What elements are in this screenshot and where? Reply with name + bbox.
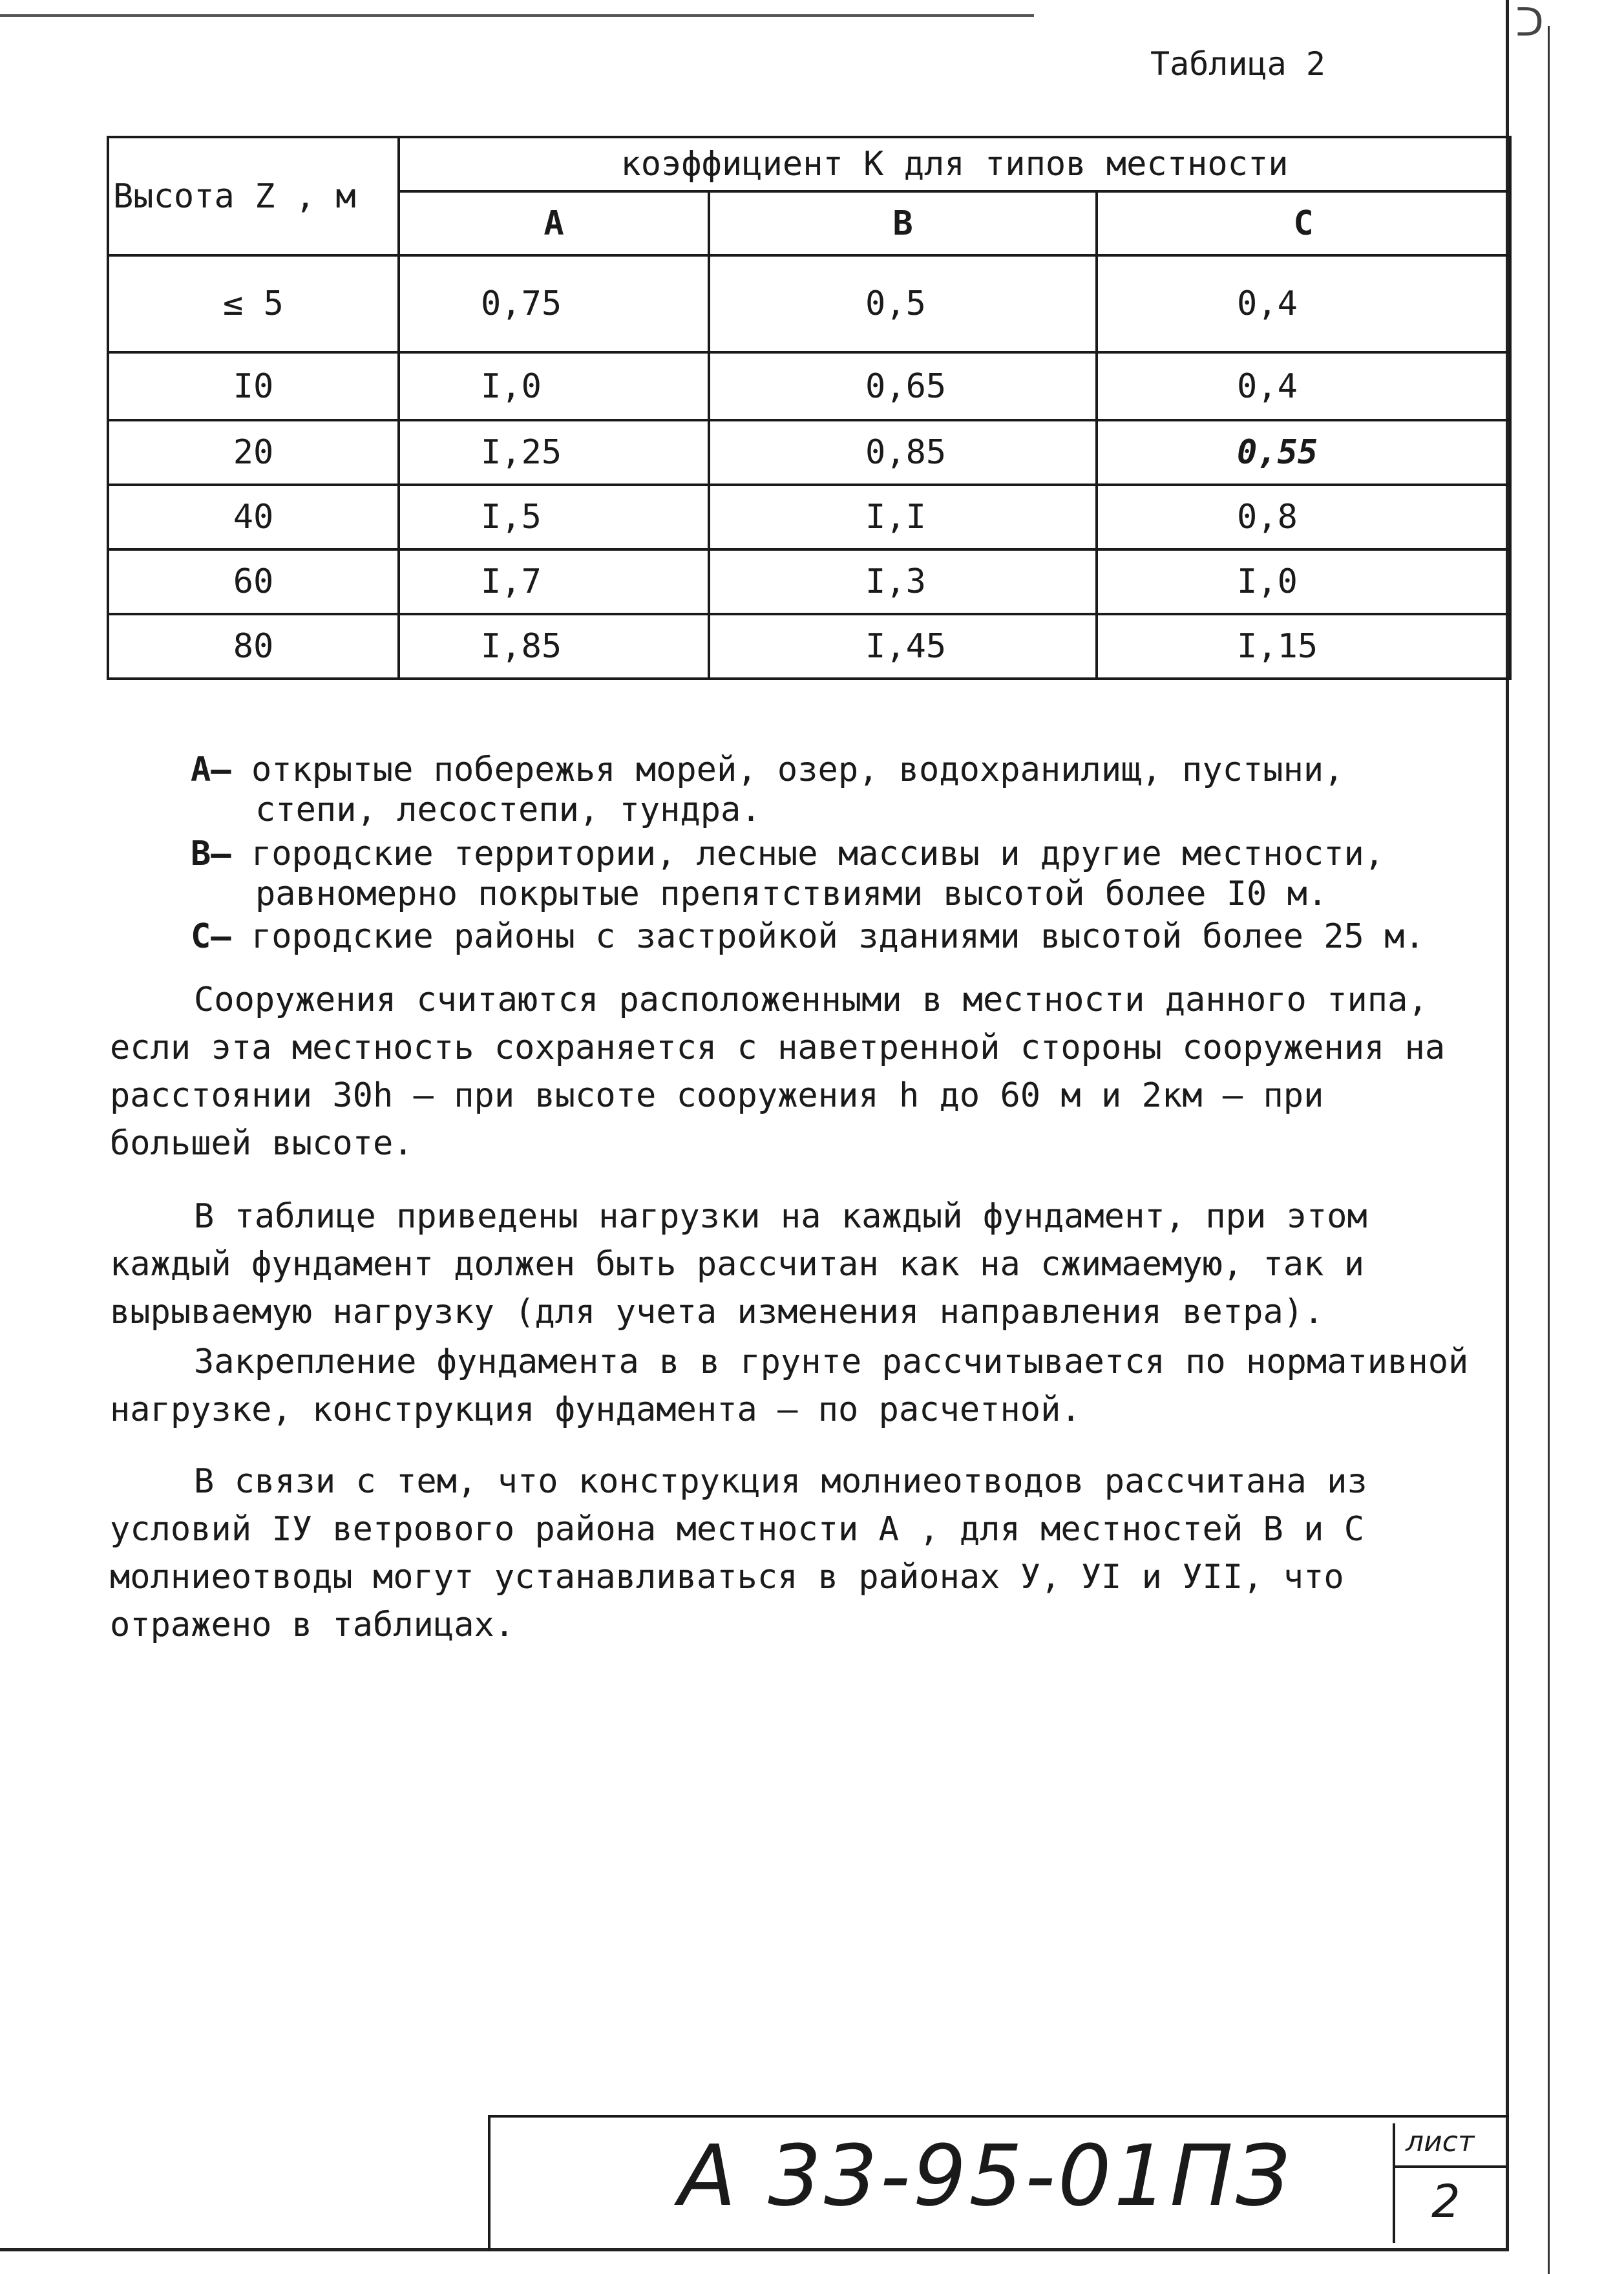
value-cell-a: I,25 [399, 420, 709, 485]
sheet-number: 2 [1431, 2175, 1461, 2228]
sheet-label: лист [1406, 2125, 1475, 2158]
value-cell-a: I,5 [399, 485, 709, 549]
table-row [108, 614, 1510, 679]
paragraph-text: В связи с тем, что конструкция молниеотводов рассчитана из условий IУ ветрового района местности А , для местностей В и С молниеотводы могут устанавливаться в районах У, УI и УII, что отражено в таблицах. [110, 1462, 1367, 1644]
corner-mark: ᑐ [1515, 0, 1544, 45]
value-cell-a: I,7 [399, 549, 709, 614]
value-cell-c: I,0 [1097, 549, 1510, 614]
height-column-header: Высота Z , м [108, 137, 399, 255]
height-cell: 80 [108, 614, 399, 679]
sheet-edge-line [1548, 26, 1550, 2274]
paragraph-text: Сооружения считаются расположенными в местности данного типа, если эта местность сохраняется с наветренной стороны сооружения на расстоянии 30h – при высоте сооружения h до 60 м и 2км – при большей высоте. [110, 981, 1446, 1163]
legend-text-b-line2: равномерно покрытые препятствиями высотой более I0 м. [255, 875, 1328, 914]
value-cell-c: 0,4 [1097, 255, 1510, 352]
value-cell-c: 0,55 [1097, 420, 1510, 485]
legend-key-a: А– [191, 750, 231, 789]
height-cell: I0 [108, 352, 399, 420]
value-cell-b: I,I [709, 485, 1097, 549]
legend-item-b [191, 834, 1457, 915]
sheet-box-divider [1393, 2165, 1506, 2168]
legend-key-b: В– [191, 834, 231, 873]
height-cell: ≤ 5 [108, 255, 399, 352]
value-cell-b: 0,65 [709, 352, 1097, 420]
value-cell-b: I,3 [709, 549, 1097, 614]
value-cell-c: 0,4 [1097, 352, 1510, 420]
value-cell-a: I,85 [399, 614, 709, 679]
paragraph-text: Закрепление фундамента в в грунте рассчитывается по нормативной нагрузке, конструкция фундамента – по расчетной. [110, 1343, 1469, 1429]
legend-text-a-line1: открытые побережья морей, озер, водохранилищ, пустыни, [251, 750, 1344, 789]
legend-key-c: С– [191, 917, 231, 956]
paragraph-text: В таблице приведены нагрузки на каждый фундамент, при этом каждый фундамент должен быть рассчитан как на сжимаемую, так и вырываемую нагрузку (для учета изменения направления ветра). [110, 1197, 1367, 1332]
value-cell-c: I,15 [1097, 614, 1510, 679]
table-row [108, 352, 1510, 420]
table-row [108, 485, 1510, 549]
value-cell-a: 0,75 [399, 255, 709, 352]
table-row [108, 549, 1510, 614]
table-caption: Таблица 2 [1150, 45, 1325, 83]
height-cell: 60 [108, 549, 399, 614]
frame-bottom-line [0, 2248, 1509, 2251]
column-header-b: В [709, 191, 1097, 255]
value-cell-b: 0,85 [709, 420, 1097, 485]
legend-text-b-line1: городские территории, лесные массивы и другие местности, [251, 834, 1385, 873]
column-header-c: С [1097, 191, 1510, 255]
value-cell-b: 0,5 [709, 255, 1097, 352]
coefficient-group-header: коэффициент К для типов местности [399, 137, 1510, 191]
paragraph-wind-regions [110, 1458, 1473, 1649]
title-block-left-line [488, 2115, 490, 2251]
paragraph-foundation-fixing [110, 1338, 1473, 1434]
coefficient-table [107, 136, 1512, 680]
table-row [108, 255, 1510, 352]
table-row [108, 420, 1510, 485]
value-cell-a: I,0 [399, 352, 709, 420]
frame-top-line [0, 14, 1034, 17]
height-cell: 40 [108, 485, 399, 549]
document-code: А 33-95-01ПЗ [679, 2127, 1292, 2225]
paragraph-foundation-loads [110, 1193, 1473, 1336]
legend-item-c [191, 917, 1457, 957]
title-block-top-line [488, 2115, 1509, 2118]
value-cell-c: 0,8 [1097, 485, 1510, 549]
paragraph-terrain-definition [110, 976, 1473, 1167]
column-header-a: А [399, 191, 709, 255]
legend-text-c-line1: городские районы с застройкой зданиями высотой более 25 м. [251, 917, 1425, 956]
legend-text-a-line2: степи, лесостепи, тундра. [255, 791, 761, 830]
legend-item-a [191, 750, 1457, 831]
value-cell-b: I,45 [709, 614, 1097, 679]
height-cell: 20 [108, 420, 399, 485]
